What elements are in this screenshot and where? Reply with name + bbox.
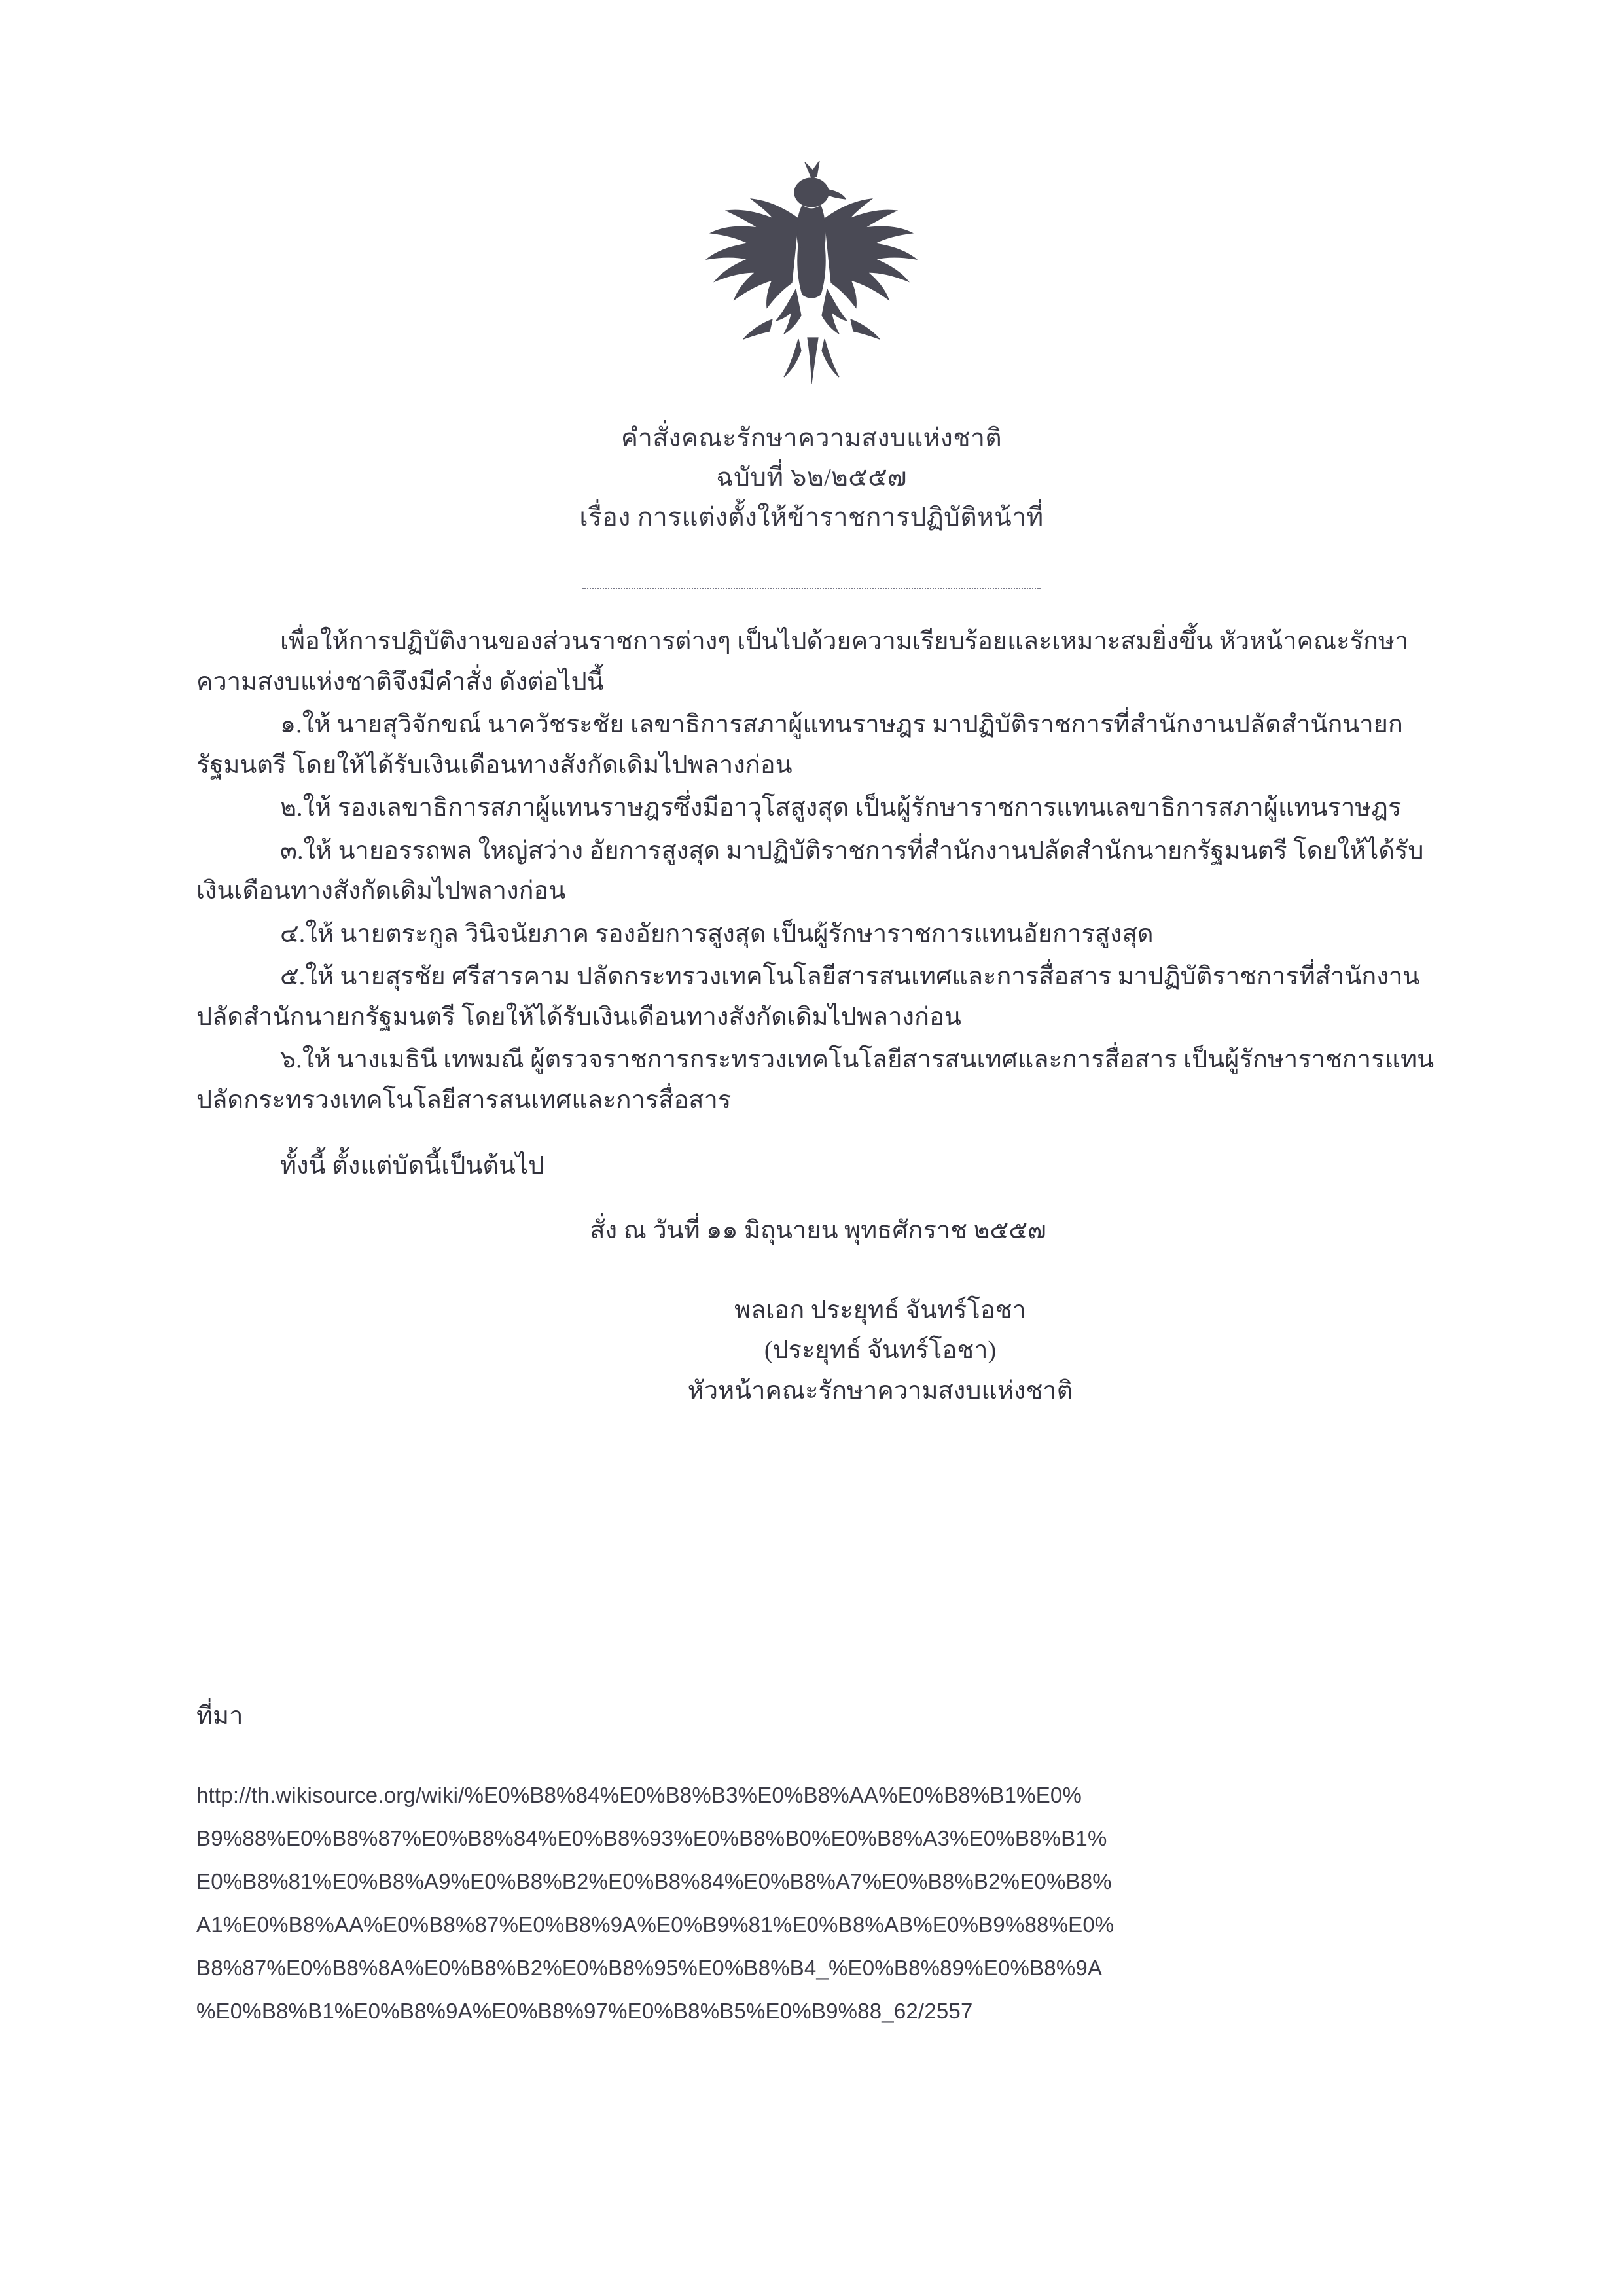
paragraph-preamble: เพื่อให้การปฏิบัติงานของส่วนราชการต่างๆ เป็นไปด้วยความเรียบร้อยและเหมาะสมยิ่งขึ้น หัวหน้าคณะรักษาความสงบแห่งชาติจึงมีคำสั่ง ดังต่อไปนี้ [196,628,1409,696]
signature-name: พลเอก ประยุทธ์ จันทร์โอชา [734,1296,1026,1324]
signature-name-paren: (ประยุทธ์ จันทร์โอชา) [764,1336,997,1365]
source-url[interactable] [196,1774,1479,2033]
heading-divider [582,588,1041,589]
source-url-line[interactable]: A1%E0%B8%AA%E0%B8%87%E0%B8%9A%E0%B9%81%E0%B8%AB%E0%B9%88%E0% [196,1912,1115,1937]
signature-position: หัวหน้าคณะรักษาความสงบแห่งชาติ [687,1376,1073,1405]
source-url-line[interactable]: E0%B8%81%E0%B8%A9%E0%B8%B2%E0%B8%84%E0%B8%A7%E0%B8%B2%E0%B8% [196,1869,1112,1893]
paragraph-item-6: ๖.ให้ นางเมธินี เทพมณี ผู้ตรวจราชการกระทรวงเทคโนโลยีสารสนเทศและการสื่อสาร เป็นผู้รักษาราชการแทนปลัดกระทรวงเทคโนโลยีสารสนเทศและการสื่อสาร [196,1046,1435,1115]
heading-line-3: เรื่อง การแต่งตั้งให้ข้าราชการปฏิบัติหน้าที่ [579,503,1044,531]
order-date: สั่ง ณ วันที่ ๑๑ มิถุนายน พุทธศักราช ๒๕๕๗ [590,1217,1046,1245]
effective-clause: ทั้งนี้ ตั้งแต่บัดนี้เป็นต้นไป [280,1151,544,1179]
heading-line-2: ฉบับที่ ๖๒/๒๕๕๗ [716,463,907,492]
paragraph-item-3: ๓.ให้ นายอรรถพล ใหญ่สว่าง อัยการสูงสุด มาปฏิบัติราชการที่สำนักงานปลัดสำนักนายกรัฐมนตรี โดยให้ได้รับเงินเดือนทางสังกัดเดิมไปพลางก่อน [196,836,1424,905]
source-url-line[interactable]: %E0%B8%B1%E0%B8%9A%E0%B8%97%E0%B8%B5%E0%B9%88_62/2557 [196,1999,973,2023]
source-url-line[interactable]: B8%87%E0%B8%8A%E0%B8%B2%E0%B8%95%E0%B8%B4_%E0%B8%89%E0%B8%9A [196,1956,1103,1980]
source-url-line[interactable]: http://th.wikisource.org/wiki/%E0%B8%84%E0%B8%B3%E0%B8%AA%E0%B8%B1%E0% [196,1783,1082,1807]
signature-block [196,1291,1440,1412]
emblem-container [0,151,1623,416]
paragraph-item-5: ๕.ให้ นายสุรชัย ศรีสารคาม ปลัดกระทรวงเทคโนโลยีสารสนเทศและการสื่อสาร มาปฏิบัติราชการที่สำนักงานปลัดสำนักนายกรัฐมนตรี โดยให้ได้รับเงินเดือนทางสังกัดเดิมไปพลางก่อน [196,963,1420,1031]
garuda-emblem [674,151,949,412]
paragraph-item-4: ๔.ให้ นายตระกูล วินิจนัยภาค รองอัยการสูงสุด เป็นผู้รักษาราชการแทนอัยการสูงสุด [280,920,1154,948]
source-label: ที่มา [196,1702,243,1730]
paragraph-item-2: ๒.ให้ รองเลขาธิการสภาผู้แทนราษฎรซึ่งมีอาวุโสสูงสุด เป็นผู้รักษาราชการแทนเลขาธิการสภาผู้แทนราษฎร [280,794,1402,822]
heading-line-1: คำสั่งคณะรักษาความสงบแห่งชาติ [620,424,1003,452]
document-heading [0,419,1623,537]
source-url-line[interactable]: B9%88%E0%B8%87%E0%B8%84%E0%B8%93%E0%B8%B0%E0%B8%A3%E0%B8%B1% [196,1826,1107,1850]
document-body [196,622,1440,1411]
paragraph-item-1: ๑.ให้ นายสุวิจักขณ์ นาควัชระชัย เลขาธิการสภาผู้แทนราษฎร มาปฏิบัติราชการที่สำนักงานปลัดสำนักนายกรัฐมนตรี โดยให้ได้รับเงินเดือนทางสังกัดเดิมไปพลางก่อน [196,711,1403,779]
